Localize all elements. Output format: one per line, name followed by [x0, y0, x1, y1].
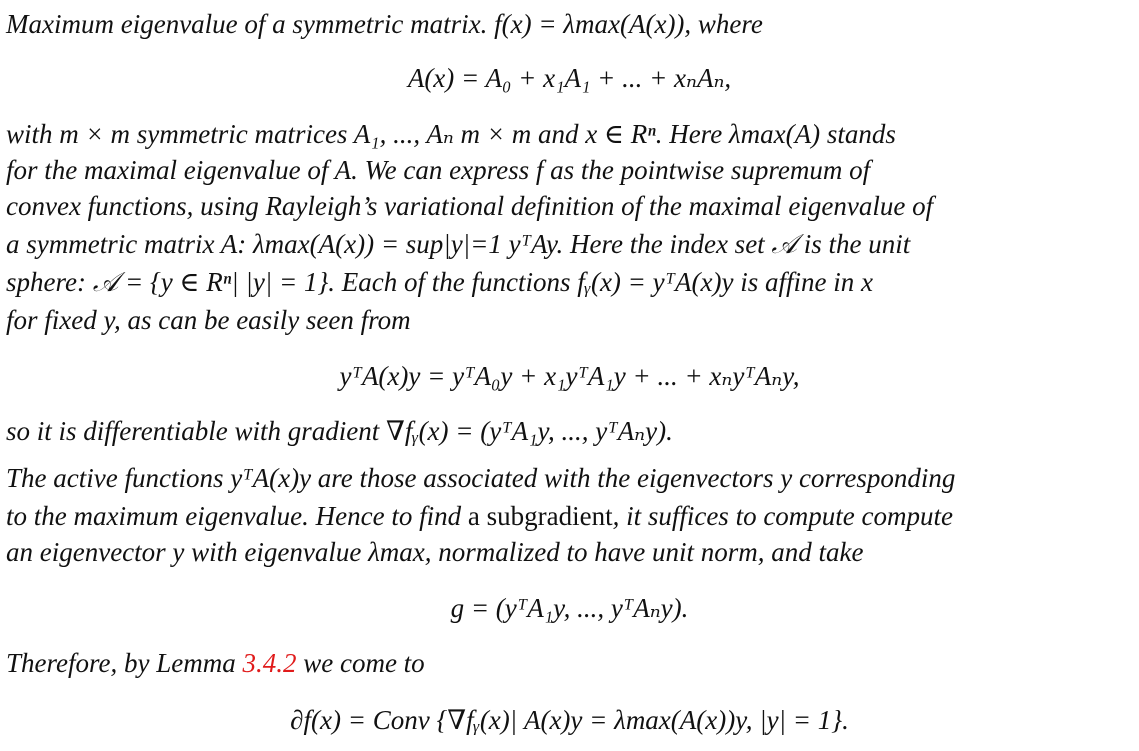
paragraph-2-line-5: sphere: 𝒜 = {y ∈ Rⁿ| |y| = 1}. Each of the functions fᵧ(x) = yᵀA(x)y is affine in x — [6, 267, 873, 297]
equation-quadratic-form: yᵀA(x)y = yᵀA₀y + x₁yᵀA₁y + ... + xₙyᵀAₙy, — [339, 361, 800, 391]
paragraph-4-suffix: we come to — [296, 648, 425, 678]
paragraph-2-line-6: for fixed y, as can be easily seen from — [6, 305, 411, 335]
equation-subdifferential: ∂f(x) = Conv {∇fᵧ(x)| A(x)y = λmax(A(x))y, |y| = 1}. — [290, 705, 849, 735]
paragraph-3-line-4: an eigenvector y with eigenvalue λmax, normalized to have unit norm, and take — [6, 537, 864, 567]
paragraph-3-line-3-start: to the maximum eigenvalue. Hence to find — [6, 501, 468, 531]
paragraph-2-line-3: convex functions, using Rayleigh’s variational definition of the maximal eigenvalue of — [6, 191, 934, 221]
paragraph-4-line-1 — [6, 645, 1121, 681]
paragraph-3-line-3 — [6, 498, 1121, 534]
paragraph-1-line-1: Maximum eigenvalue of a symmetric matrix. f(x) = λmax(A(x)), where — [6, 9, 763, 39]
equation-subgradient-g: g = (yᵀA₁y, ..., yᵀAₙy). — [450, 593, 689, 623]
paragraph-3-line-1: so it is differentiable with gradient ∇fᵧ(x) = (yᵀA₁y, ..., yᵀAₙy). — [6, 416, 673, 446]
paragraph-3-line-2: The active functions yᵀA(x)y are those associated with the eigenvectors y corresponding — [6, 463, 956, 493]
paragraph-2-line-4: a symmetric matrix A: λmax(A(x)) = sup|y|=1 yᵀAy. Here the index set 𝒜 is the unit — [6, 229, 911, 259]
subgradient-term: a subgradient — [467, 501, 613, 531]
equation-a-of-x: A(x) = A₀ + x₁A₁ + ... + xₙAₙ, — [407, 63, 732, 93]
lemma-reference-link[interactable]: 3.4.2 — [242, 648, 297, 678]
paragraph-3-line-3-end: , it suffices to compute compute — [612, 501, 954, 531]
paragraph-2-line-2: for the maximal eigenvalue of A. We can express f as the pointwise supremum of — [6, 155, 871, 185]
paragraph-2-line-1: with m × m symmetric matrices A₁, ..., Aₙ m × m and x ∈ Rⁿ. Here λmax(A) stands — [6, 119, 896, 149]
paragraph-4-prefix: Therefore, by Lemma — [6, 648, 243, 678]
